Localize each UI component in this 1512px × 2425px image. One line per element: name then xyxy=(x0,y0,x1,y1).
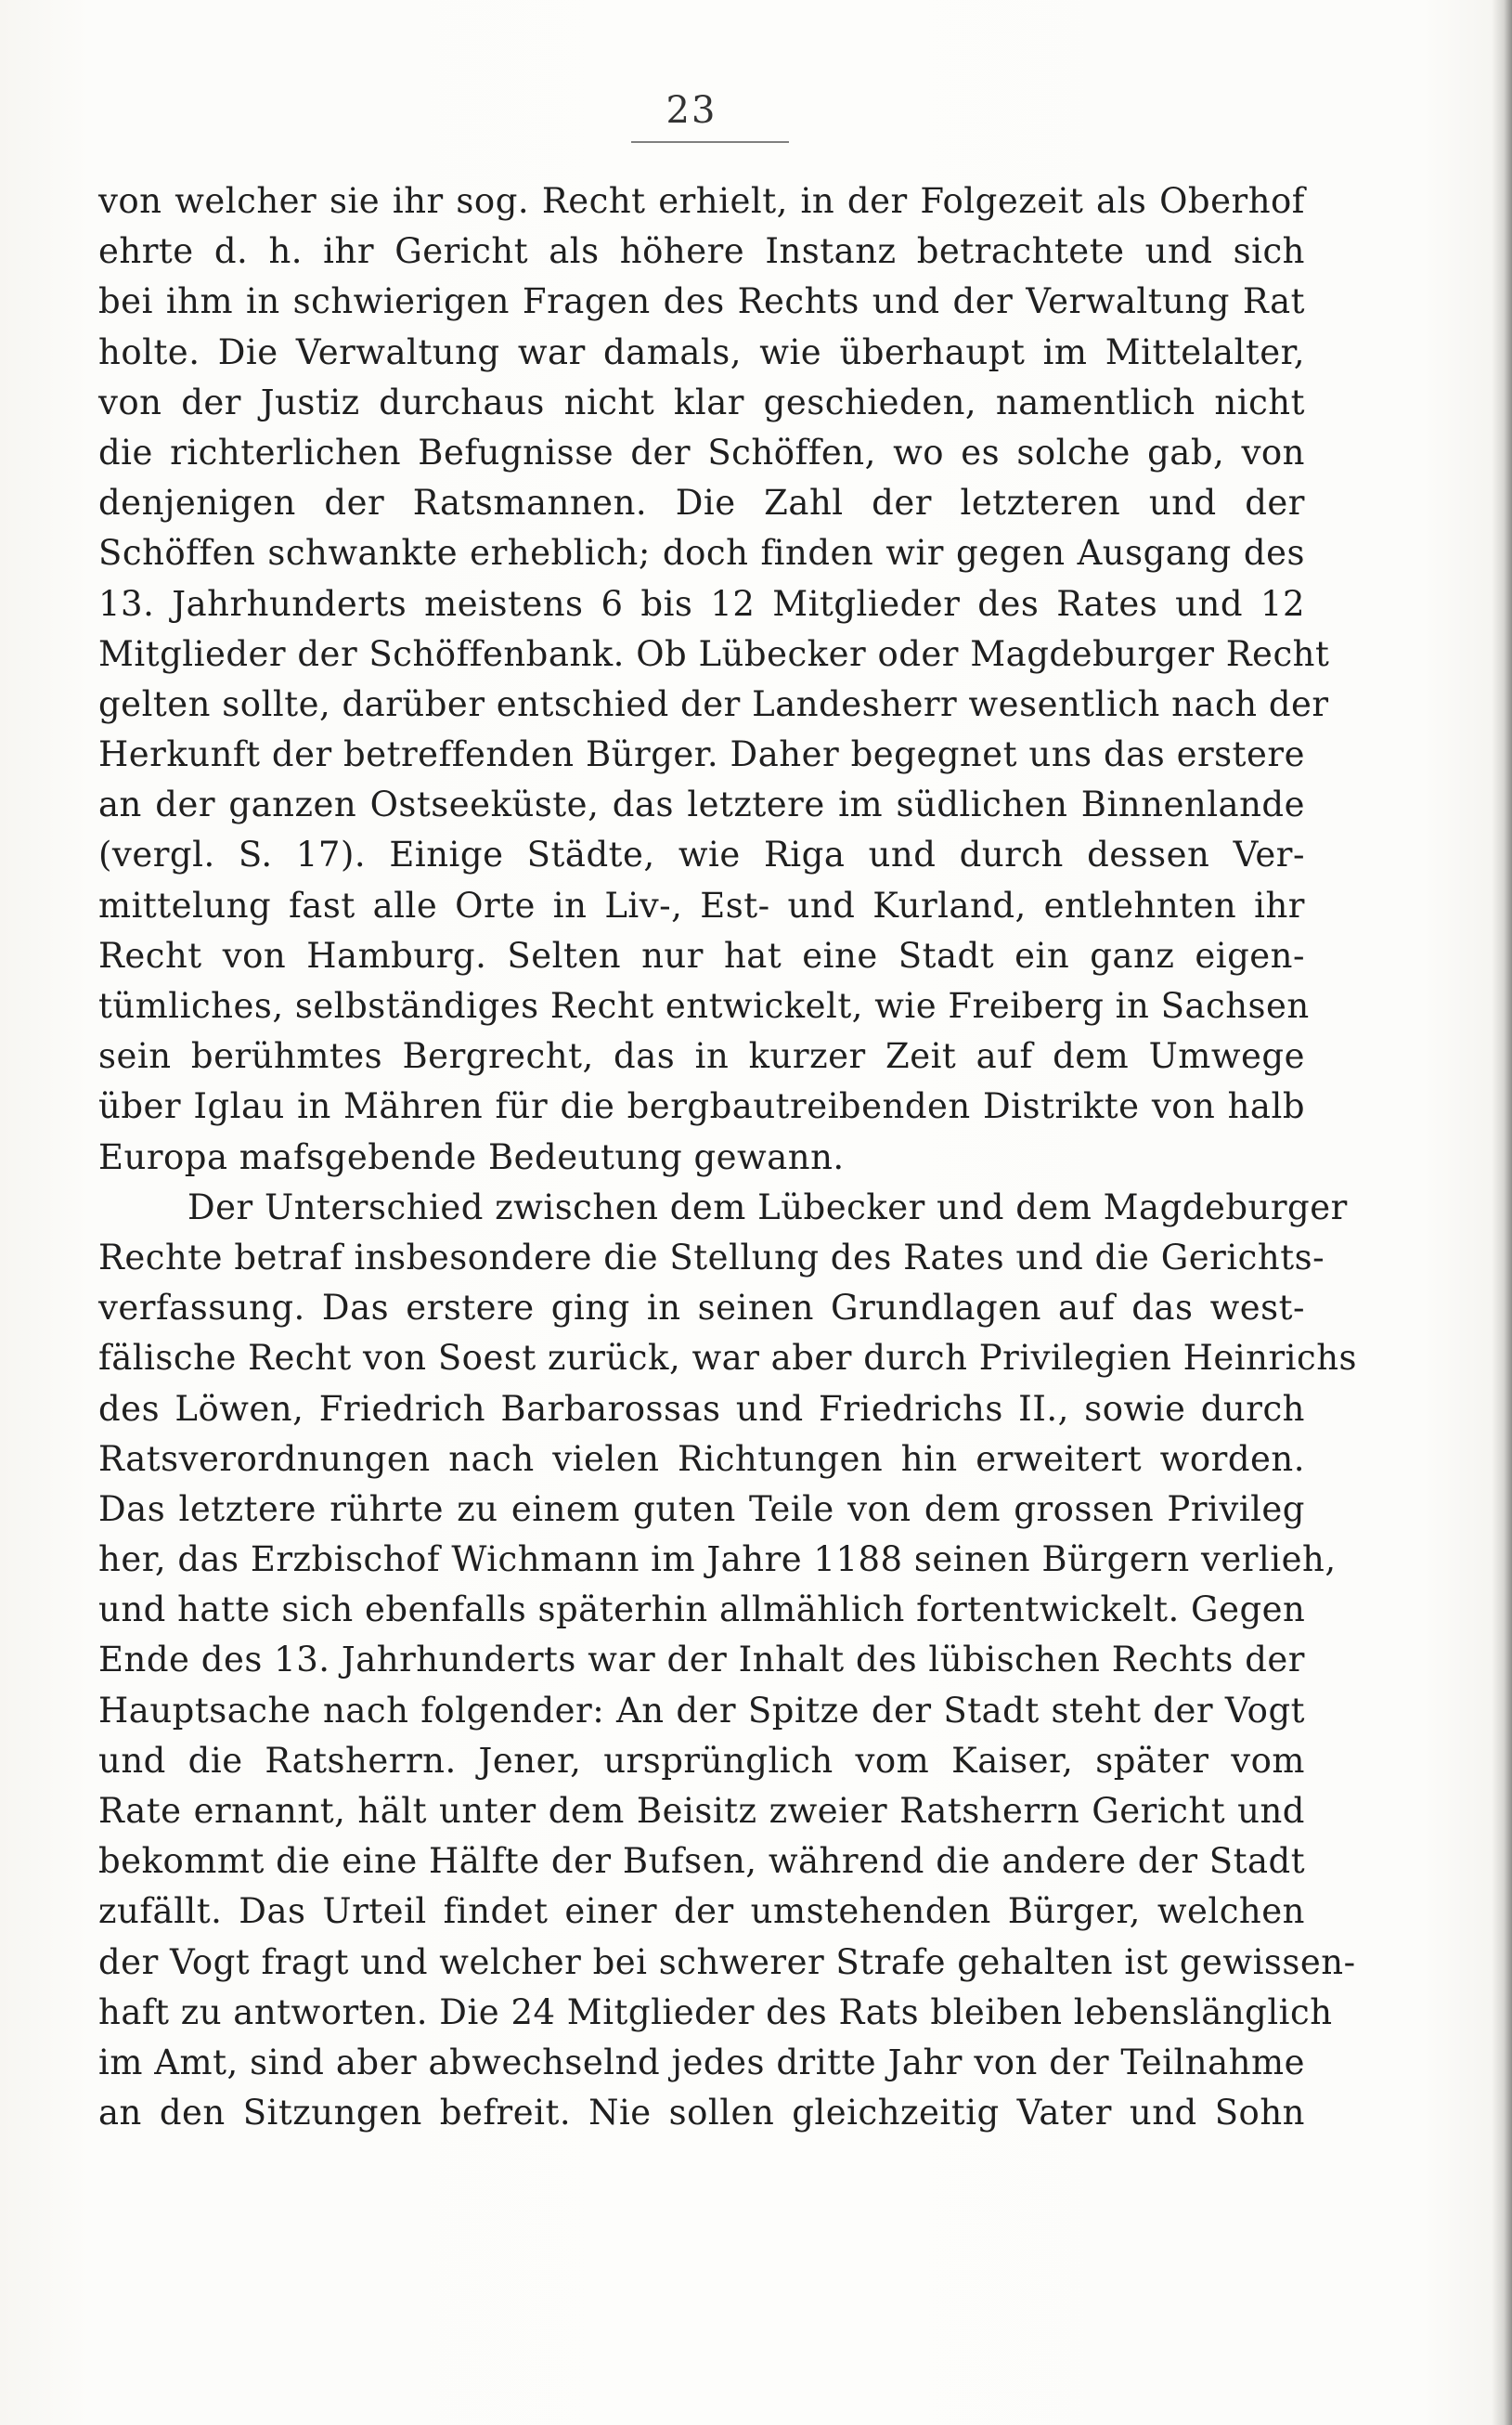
text-line: von welcher sie ihr sog. Recht erhielt, in der Folgezeit als Oberhof xyxy=(98,181,1305,221)
text-line: bei ihm in schwierigen Fragen des Rechts und der Verwaltung Rat xyxy=(98,281,1305,322)
text-line: und die Ratsherrn. Jener, ursprünglich vom Kaiser, später vom xyxy=(98,1740,1305,1781)
text-line: Hauptsache nach folgender: An der Spitze der Stadt steht der Vogt xyxy=(98,1690,1305,1731)
text-line: Ratsverordnungen nach vielen Richtungen hin erweitert worden. xyxy=(98,1438,1305,1479)
text-line: im Amt, sind aber abwechselnd jedes dritte Jahr von der Teilnahme xyxy=(98,2042,1305,2082)
text-line: über Iglau in Mähren für die bergbautreibenden Distrikte von halb xyxy=(98,1086,1305,1127)
page-number: 23 xyxy=(666,89,717,132)
header-rule xyxy=(631,141,789,143)
text-line: denjenigen der Ratsmannen. Die Zahl der letzteren und der xyxy=(98,483,1305,524)
text-line: von der Justiz durchaus nicht klar geschieden, namentlich nicht xyxy=(98,382,1305,422)
text-line: tümliches, selbständiges Recht entwickelt, wie Freiberg in Sachsen xyxy=(98,986,1310,1026)
text-line: an der ganzen Ostseeküste, das letztere im südlichen Binnenlande xyxy=(98,785,1305,825)
text-line: sein berühmtes Bergrecht, das in kurzer Zeit auf dem Umwege xyxy=(98,1036,1305,1077)
text-line: Recht von Hamburg. Selten nur hat eine Stadt ein ganz eigen- xyxy=(98,935,1305,976)
text-line: Mitglieder der Schöffenbank. Ob Lübecker oder Magdeburger Recht xyxy=(98,633,1330,674)
text-line: 13. Jahrhunderts meistens 6 bis 12 Mitglieder des Rates und 12 xyxy=(98,583,1305,624)
text-line: mittelung fast alle Orte in Liv-, Est- und Kurland, entlehnten ihr xyxy=(98,885,1305,926)
text-line: ehrte d. h. ihr Gericht als höhere Instanz betrachtete und sich xyxy=(98,231,1305,272)
text-line: gelten sollte, darüber entschied der Landesherr wesentlich nach der xyxy=(98,683,1329,724)
page-edge-shadow xyxy=(1492,0,1512,2425)
text-line: zufällt. Das Urteil findet einer der umstehenden Bürger, welchen xyxy=(98,1891,1305,1932)
text-line: Herkunft der betreffenden Bürger. Daher begegnet uns das erstere xyxy=(98,734,1305,775)
text-line: Rate ernannt, hält unter dem Beisitz zweier Ratsherrn Gericht und xyxy=(98,1791,1305,1831)
text-line: haft zu antworten. Die 24 Mitglieder des Rats bleiben lebenslänglich xyxy=(98,1991,1333,2032)
text-line: der Vogt fragt und welcher bei schwerer Strafe gehalten ist gewissen- xyxy=(98,1941,1356,1982)
text-line: Ende des 13. Jahrhunderts war der Inhalt des lübischen Rechts der xyxy=(98,1640,1305,1680)
text-line: (vergl. S. 17). Einige Städte, wie Riga und durch dessen Ver- xyxy=(98,835,1305,875)
text-line: holte. Die Verwaltung war damals, wie überhaupt im Mittelalter, xyxy=(98,331,1305,372)
text-line: Das letztere rührte zu einem guten Teile von dem grossen Privileg xyxy=(98,1488,1305,1529)
text-line: die richterlichen Befugnisse der Schöffen, wo es solche gab, von xyxy=(98,432,1305,473)
text-line: her, das Erzbischof Wichmann im Jahre 1188 seinen Bürgern verlieh, xyxy=(98,1539,1337,1580)
text-line: fälische Recht von Soest zurück, war aber durch Privilegien Heinrichs xyxy=(98,1338,1358,1379)
text-line: Schöffen schwankte erheblich; doch finden wir gegen Ausgang des xyxy=(98,533,1305,574)
text-line: verfassung. Das erstere ging in seinen Grundlagen auf das west- xyxy=(98,1288,1305,1329)
text-line: Der Unterschied zwischen dem Lübecker und dem Magdeburger xyxy=(187,1187,1348,1227)
text-line: des Löwen, Friedrich Barbarossas und Friedrichs II., sowie durch xyxy=(98,1388,1305,1429)
body-text xyxy=(98,176,1358,2138)
text-line: an den Sitzungen befreit. Nie sollen gleichzeitig Vater und Sohn xyxy=(98,2093,1305,2133)
text-line: Europa mafsgebende Bedeutung gewann. xyxy=(98,1136,845,1177)
text-line: und hatte sich ebenfalls späterhin allmählich fortentwickelt. Gegen xyxy=(98,1589,1306,1630)
text-line: bekommt die eine Hälfte der Bufsen, während die andere der Stadt xyxy=(98,1841,1306,1882)
text-line: Rechte betraf insbesondere die Stellung des Rates und die Gerichts- xyxy=(98,1237,1325,1277)
